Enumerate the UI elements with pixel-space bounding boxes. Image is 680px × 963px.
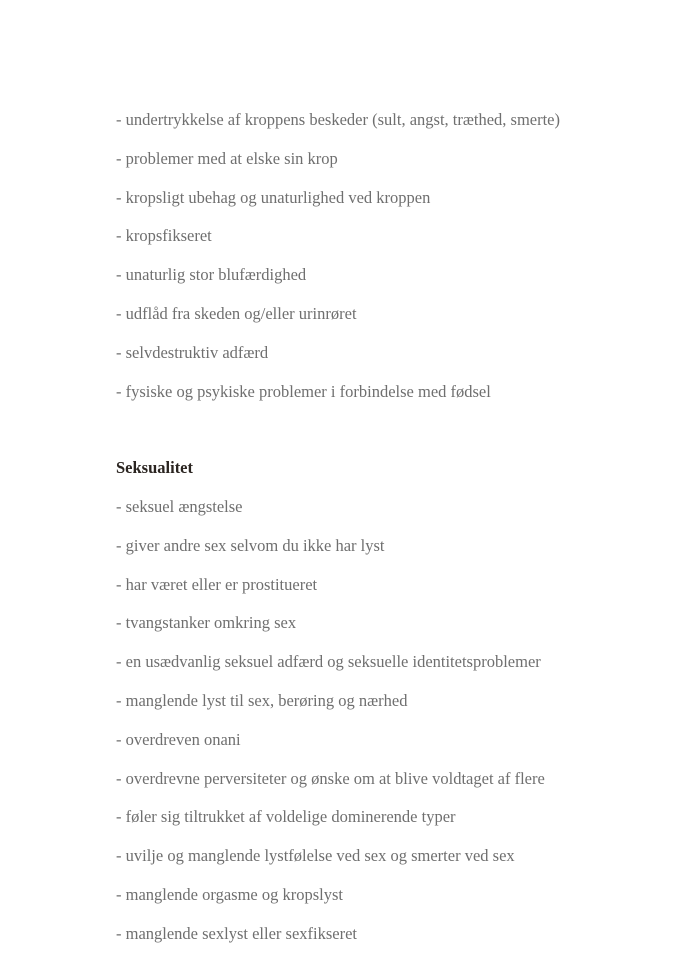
list-item: - en usædvanlig seksuel adfærd og seksuelle identitetsproblemer [116,652,541,672]
list-item: - giver andre sex selvom du ikke har lyst [116,535,385,555]
list-item: - overdreven onani [116,729,241,749]
list-item: - manglende orgasme og kropslyst [116,884,343,904]
list-item: - manglende lyst til sex, berøring og nærhed [116,690,408,710]
symptom-list-sexuality [116,495,545,961]
list-item: - uvilje og manglende lystfølelse ved sex og smerter ved sex [116,846,515,866]
list-item: - fysiske og psykiske problemer i forbindelse med fødsel [116,381,491,401]
section-heading: Seksualitet [116,458,194,477]
list-item: - undertrykkelse af kroppens beskeder (sult, angst, træthed, smerte) [116,110,560,129]
list-item: - kropsligt ubehag og unaturlighed ved kroppen [116,187,431,207]
list-item: - problemer med at elske sin krop [116,148,338,168]
list-item: - selvdestruktiv adfærd [116,342,269,362]
list-item: - kropsfikseret [116,226,212,246]
symptom-list-body [116,108,560,418]
list-item: - overdrevne perversiteter og ønske om at blive voldtaget af flere [116,768,545,788]
list-item: - manglende sexlyst eller sexfikseret [116,923,357,943]
list-item: - udflåd fra skeden og/eller urinrøret [116,303,357,323]
list-item: - tvangstanker omkring sex [116,613,297,633]
list-item: - unaturlig stor blufærdighed [116,265,307,285]
list-item: - føler sig tiltrukket af voldelige dominerende typer [116,807,456,827]
list-item: - har været eller er prostitueret [116,574,318,594]
list-item: - seksuel ængstelse [116,497,243,516]
